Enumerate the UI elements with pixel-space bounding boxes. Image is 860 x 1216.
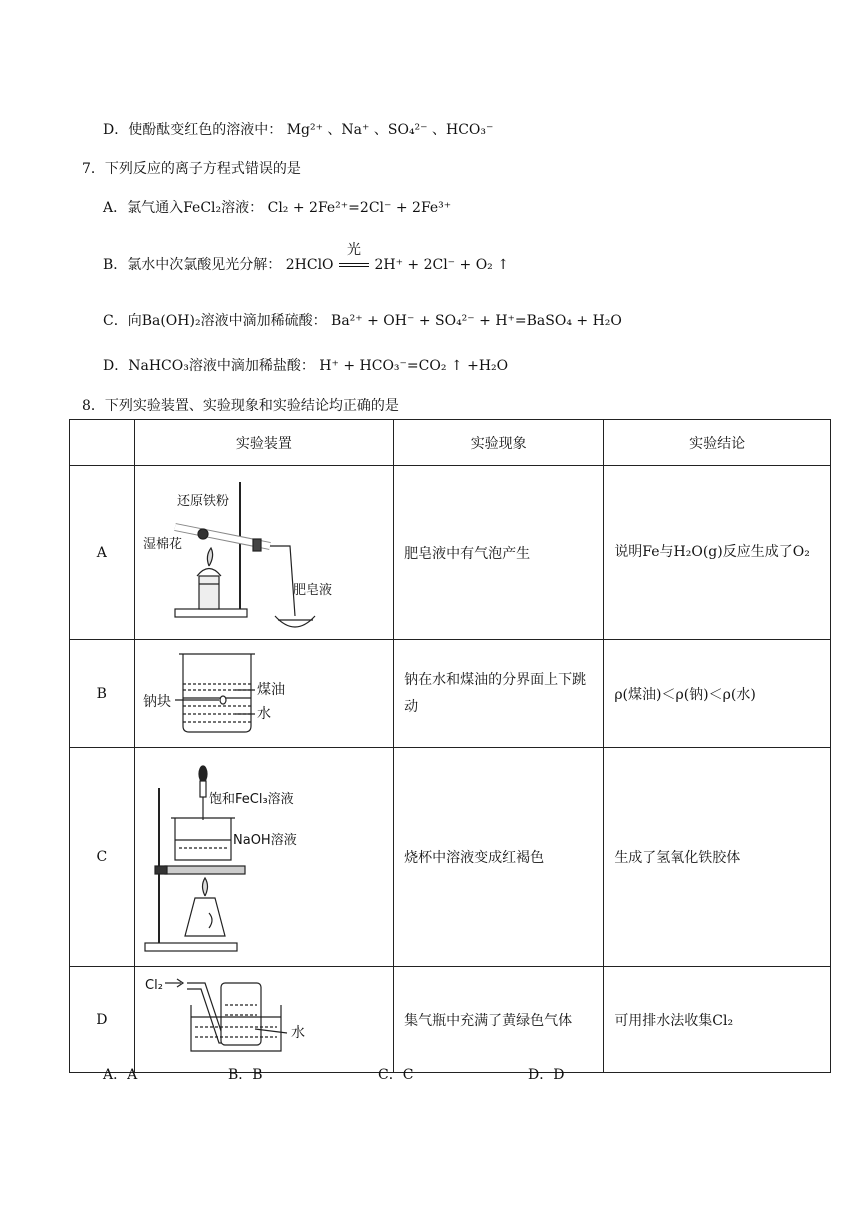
label-iron-powder: 还原铁粉 — [176, 494, 229, 509]
row-label: C — [70, 748, 135, 967]
table-row — [70, 466, 831, 640]
answer-c: C．C — [378, 1067, 414, 1083]
q6-option-d-label: D．使酚酞变红色的溶液中： — [103, 122, 283, 138]
phenomenon-c: 烧杯中溶液变成红褐色 — [394, 748, 604, 967]
apparatus-c — [134, 748, 393, 967]
q6-option-d — [103, 119, 493, 139]
phenomenon-a: 肥皂液中有气泡产生 — [394, 466, 604, 640]
header-empty — [70, 420, 135, 466]
q8-stem: 8．下列实验装置、实验现象和实验结论均正确的是 — [82, 398, 399, 414]
apparatus-d — [134, 967, 393, 1073]
label-water-d: 水 — [290, 1025, 305, 1041]
q7-option-a — [103, 197, 451, 217]
q7-option-b-arrow — [338, 242, 370, 273]
q7-option-d-equation: H⁺ + HCO₃⁻=CO₂ ↑ +H₂O — [319, 358, 509, 374]
table-row — [70, 748, 831, 967]
label-soap-solution: 肥皂液 — [292, 583, 332, 598]
label-naoh: NaOH溶液 — [232, 833, 297, 848]
label-water: 水 — [256, 706, 271, 722]
phenomenon-b: 钠在水和煤油的分界面上下跳动 — [394, 640, 604, 748]
table-header-row — [70, 420, 831, 466]
apparatus-a — [134, 466, 393, 640]
q7-option-a-label: A．氯气通入FeCl₂溶液： — [103, 200, 264, 216]
label-fecl3: 饱和FeCl₃溶液 — [208, 792, 294, 807]
q7-stem: 7．下列反应的离子方程式错误的是 — [82, 161, 301, 177]
q7-option-c-equation: Ba²⁺ + OH⁻ + SO₄²⁻ + H⁺=BaSO₄ + H₂O — [331, 313, 622, 329]
gas-collection-figure — [135, 967, 387, 1068]
fecl3-naoh-figure — [135, 748, 387, 962]
label-sodium: 钠块 — [142, 694, 171, 710]
q7-option-b-eq-right: 2H⁺ + 2Cl⁻ + O₂ ↑ — [374, 257, 509, 273]
iron-steam-apparatus-figure — [135, 466, 387, 635]
apparatus-b — [134, 640, 393, 748]
q7-option-b-label: B．氯水中次氯酸见光分解： — [103, 257, 282, 273]
answer-d: D．D — [528, 1067, 565, 1083]
table-row — [70, 640, 831, 748]
label-kerosene: 煤油 — [256, 682, 285, 698]
sodium-beaker-figure — [135, 640, 387, 743]
table-row — [70, 967, 831, 1073]
header-conclusion: 实验结论 — [604, 420, 831, 466]
row-label: B — [70, 640, 135, 748]
q7-option-b-condition: 光 — [347, 242, 361, 258]
header-apparatus: 实验装置 — [134, 420, 393, 466]
q6-option-d-ions: Mg²⁺ 、Na⁺ 、SO₄²⁻ 、HCO₃⁻ — [286, 122, 494, 138]
header-phenomenon: 实验现象 — [394, 420, 604, 466]
q7-option-b — [103, 242, 509, 274]
conclusion-b: ρ(煤油)＜ρ(钠)＜ρ(水) — [604, 640, 831, 748]
q7-option-b-eq-left: 2HClO — [285, 257, 334, 273]
label-cl2: Cl₂ — [144, 978, 163, 993]
conclusion-d: 可用排水法收集Cl₂ — [604, 967, 831, 1073]
row-label: D — [70, 967, 135, 1073]
label-wet-cotton: 湿棉花 — [142, 537, 182, 552]
answer-a: A．A — [103, 1067, 138, 1083]
q7-option-c-label: C．向Ba(OH)₂溶液中滴加稀硫酸： — [103, 313, 327, 329]
experiment-table — [69, 419, 831, 1073]
q7-option-d — [103, 355, 508, 375]
phenomenon-d: 集气瓶中充满了黄绿色气体 — [394, 967, 604, 1073]
q7-option-d-label: D．NaHCO₃溶液中滴加稀盐酸： — [103, 358, 315, 374]
q7-option-c — [103, 310, 622, 330]
conclusion-c: 生成了氢氧化铁胶体 — [604, 748, 831, 967]
conclusion-a: 说明Fe与H₂O(g)反应生成了O₂ — [604, 466, 831, 640]
q7-option-a-equation: Cl₂ + 2Fe²⁺=2Cl⁻ + 2Fe³⁺ — [267, 200, 452, 216]
answer-b: B．B — [228, 1067, 263, 1083]
row-label: A — [70, 466, 135, 640]
